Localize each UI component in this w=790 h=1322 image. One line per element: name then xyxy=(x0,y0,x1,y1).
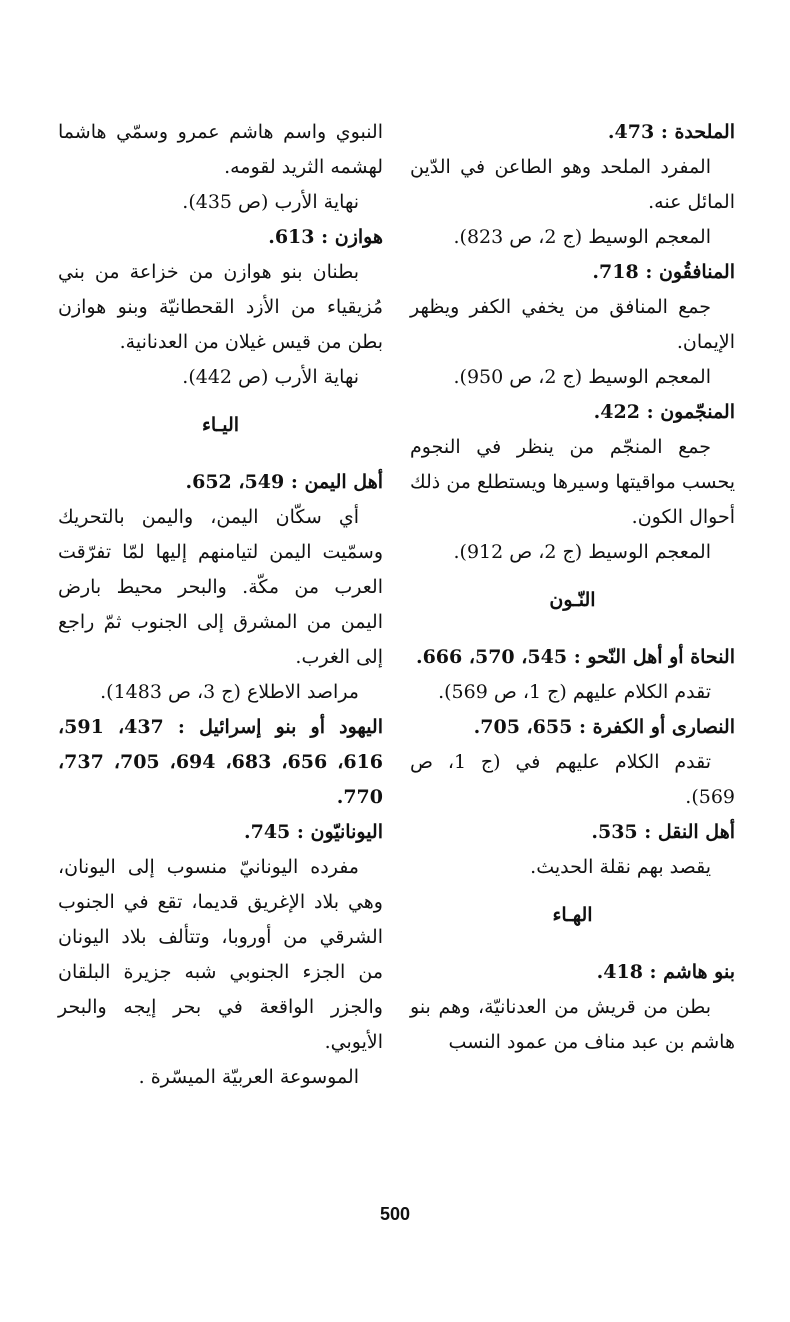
left-entry-source: نهاية الأرب (ص 442). xyxy=(182,366,359,388)
right-section-letter: الهـاء xyxy=(552,904,593,926)
left-entry-text: بطنان بنو هوازن من خزاعة من بني مُزيقياء من الأزد القحطانيّة وبنو هوازن بطن من قيس غيلان من العدنانية. xyxy=(58,261,383,353)
left-entry-source: الموسوعة العربيّة الميسّرة . xyxy=(138,1066,359,1088)
left-entry-source: مراصد الاطلاع (ج 3، ص 1483). xyxy=(100,681,359,703)
right-entry-text: جمع المنافق من يخفي الكفر ويظهر الإيمان. xyxy=(410,296,735,353)
right-entry-source: تقدم الكلام عليهم (ج 1، ص 569). xyxy=(438,681,711,703)
left-entry-text: أي سكّان اليمن، واليمن بالتحريك وسمّيت اليمن لتيامنهم إليها لمّا تفرّقت العرب من مكّة. والبحر محيط بارض اليمن من المشرق إلى الجنوب ثمّ راجع إلى الغرب. xyxy=(58,506,383,668)
left-section-letter: اليـاء xyxy=(201,414,240,436)
right-section-letter: النّـون xyxy=(549,589,596,611)
right-entry-text: تقدم الكلام عليهم في (ج 1، ص 569). xyxy=(410,751,735,808)
right-entry-heading: أهل النقل : 535. xyxy=(591,821,735,843)
right-entry-source: المعجم الوسيط (ج 2، ص 912). xyxy=(453,541,711,563)
right-entry-heading: المنجّمون : 422. xyxy=(593,401,735,423)
left-entry-source: نهاية الأرب (ص 435). xyxy=(182,191,359,213)
left-entry-heading: اليونانيّون : 745. xyxy=(243,821,383,843)
left-entry-text: مفرده اليونانيّ منسوب إلى اليونان، وهي بلاد الإغريق قديما، تقع في الجنوب الشرقي من أوروبا، وتتألف بلاد اليونان من الجزء الجنوبي شبه جزيرة البلقان والجزر الواقعة في بحر إيجه والبحر الأيوبي. xyxy=(58,856,383,1053)
left-entry-heading: هوازن : 613. xyxy=(268,226,383,248)
right-entry-source: المعجم الوسيط (ج 2، ص 950). xyxy=(453,366,711,388)
right-entry-heading: المنافقُون : 718. xyxy=(592,261,735,283)
left-column xyxy=(58,115,383,1095)
left-entry-continuation: النبوي واسم هاشم عمرو وسمّي هاشما لهشمه الثريد لقومه. xyxy=(58,121,383,178)
page-number: 500 xyxy=(379,1204,411,1224)
left-entry-heading: أهل اليمن : 549، 652. xyxy=(185,471,383,493)
right-entry-source: المعجم الوسيط (ج 2، ص 823). xyxy=(453,226,711,248)
right-column xyxy=(410,115,735,1060)
right-entry-source: يقصد بهم نقلة الحديث. xyxy=(530,856,711,878)
right-entry-text: جمع المنجّم من ينظر في النجوم يحسب مواقيتها وسيرها ويستطلع من ذلك أحوال الكون. xyxy=(410,436,735,528)
right-entry-text: المفرد الملحد وهو الطاعن في الدّين المائل عنه. xyxy=(410,156,735,213)
right-entry-text: بطن من قريش من العدنانيّة، وهم بنو هاشم بن عبد مناف من عمود النسب xyxy=(410,996,735,1053)
right-entry-heading: الملحدة : 473. xyxy=(607,121,735,143)
right-entry-heading: بنو هاشم : 418. xyxy=(596,961,735,983)
left-entry-heading: اليهود أو بنو إسرائيل : 437، 591، 616، 656، 683، 694، 705، 737، 770. xyxy=(58,716,384,808)
right-entry-heading: النصارى أو الكفرة : 655، 705. xyxy=(473,716,735,738)
right-entry-heading: النحاة أو أهل النّحو : 545، 570، 666. xyxy=(415,646,735,668)
